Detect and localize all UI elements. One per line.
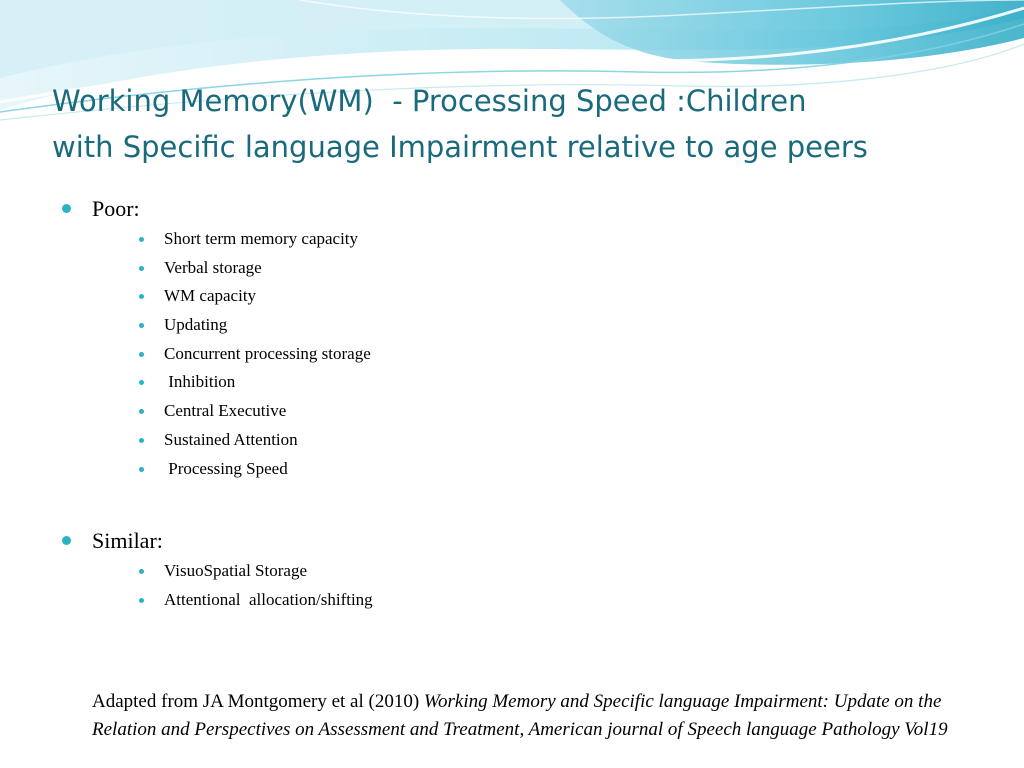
slide-title-line-2: with Specific language Impairment relative to age peers bbox=[52, 130, 868, 164]
section-heading-similar: Similar: bbox=[92, 528, 163, 553]
list-item-text: Processing Speed bbox=[164, 458, 288, 478]
list-item-text: Inhibition bbox=[164, 372, 236, 392]
bullet-icon bbox=[139, 438, 144, 443]
citation-reference: Working Memory and Specific language Impairment: Update on the Relation and Perspectives on Assessment and Treatment, American journal of Speech language Pathology Vol19 bbox=[92, 691, 948, 740]
citation bbox=[92, 688, 972, 744]
slide-title bbox=[52, 78, 992, 170]
bullet-icon bbox=[139, 352, 144, 357]
list-item-text: WM capacity bbox=[164, 286, 257, 306]
bullet-icon bbox=[139, 380, 144, 385]
bullet-icon bbox=[139, 598, 144, 603]
bullet-icon bbox=[62, 204, 71, 213]
bullet-icon bbox=[139, 294, 144, 299]
list-item-text: Verbal storage bbox=[164, 257, 262, 277]
citation-prefix: Adapted from JA Montgomery et al (2010) bbox=[92, 691, 424, 712]
list-item-text: Concurrent processing storage bbox=[164, 343, 371, 363]
section-heading-poor: Poor: bbox=[92, 196, 140, 221]
bullet-icon bbox=[139, 409, 144, 414]
list-item-text: Updating bbox=[164, 315, 228, 335]
bullet-icon bbox=[139, 266, 144, 271]
list-item-text: Sustained Attention bbox=[164, 429, 298, 449]
bullet-icon bbox=[139, 467, 144, 472]
bullet-icon bbox=[139, 237, 144, 242]
bullet-icon bbox=[139, 569, 144, 574]
bullet-icon bbox=[139, 323, 144, 328]
bullet-icon bbox=[62, 536, 71, 545]
slide-title-line-1: Working Memory(WM) - Processing Speed :Children bbox=[52, 84, 807, 118]
list-item-text: VisuoSpatial Storage bbox=[164, 561, 307, 580]
list-item-text: Short term memory capacity bbox=[164, 229, 359, 248]
list-item-text: Central Executive bbox=[164, 401, 287, 421]
list-item-text: Attentional allocation/shifting bbox=[164, 589, 373, 609]
